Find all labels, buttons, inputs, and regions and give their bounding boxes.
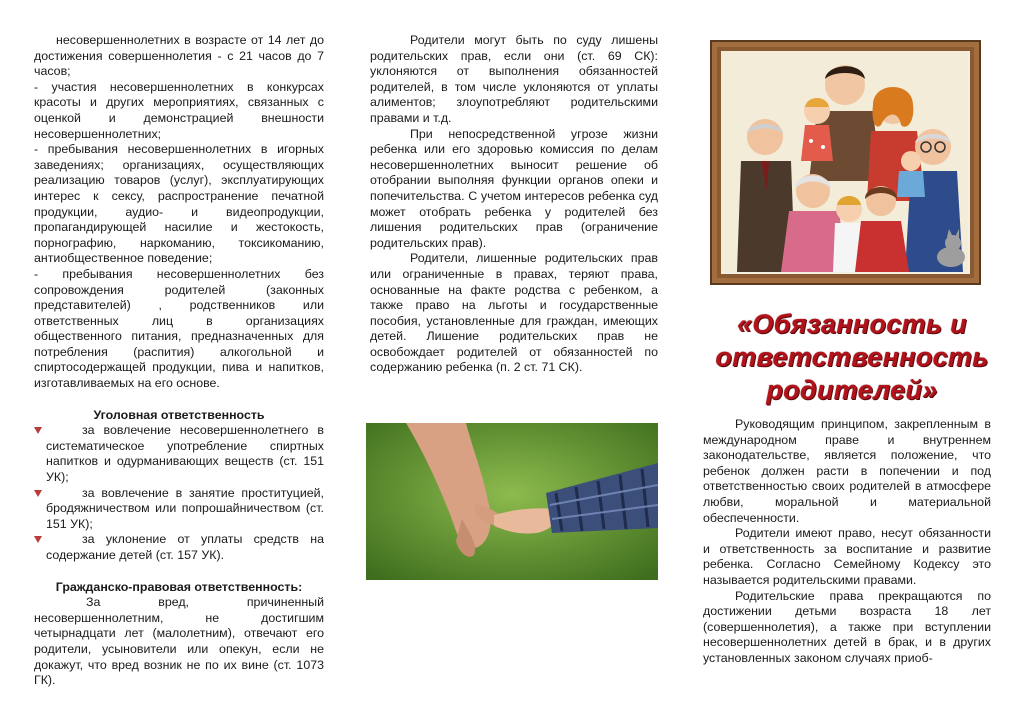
column-left bbox=[34, 33, 324, 689]
red-arrow-bullet-icon bbox=[34, 532, 46, 543]
red-arrow-bullet-icon bbox=[34, 486, 46, 497]
list-item bbox=[34, 423, 324, 485]
title-line: родителей» bbox=[766, 375, 938, 405]
family-illustration bbox=[721, 51, 970, 274]
family-picture-frame bbox=[710, 40, 981, 285]
column-right bbox=[703, 417, 991, 667]
list-item bbox=[34, 486, 324, 533]
hands-photo bbox=[366, 423, 658, 580]
paragraph: Родители имеют право, несут обязанности и ответственность за воспитание и развитие ребенка. Согласно Семейному Кодексу это называется родительскими правами. bbox=[703, 526, 991, 587]
paragraph: - пребывания несовершеннолетних в игорных заведениях; организациях, осуществляющих реализацию товаров (услуг), эксплуатирующих интерес к сексу, распространение печатной продукции, аудио- и видеопродукции, пропагандирующей насилие и жестокость, порнографию, наркоманию, токсикоманию, антиобщественное поведение; bbox=[34, 142, 324, 266]
criminal-heading: Уголовная ответственность bbox=[93, 407, 265, 422]
paragraph: Родители, лишенные родительских прав или ограниченные в правах, теряют права, основанные на факте родства с ребенком, а также право на льготы и государственные пособия, установленные для граждан, имеющих детей. Лишение родительских прав не освобождает родителей от обязанностей по содержанию ребенка (п. 2 ст. 71 СК). bbox=[370, 251, 658, 375]
list-item-text: за вовлечение несовершеннолетнего в систематическое употребление спиртных напитков и одурманивающих веществ (ст. 151 УК); bbox=[46, 423, 324, 485]
list-item-text: за вовлечение в занятие проституцией, бродяжничеством или попрошайничеством (ст. 151 УК); bbox=[46, 485, 324, 531]
column-middle bbox=[370, 33, 658, 376]
brochure-title bbox=[693, 308, 1011, 407]
hands-illustration bbox=[366, 423, 658, 580]
list-item-text: за уклонение от уплаты средств на содержание детей (ст. 157 УК). bbox=[46, 532, 324, 562]
paragraph: За вред, причиненный несовершеннолетним, не достигшим четырнадцати лет (малолетним), отвечают его родители, усыновители или опекун, если не докажут, что вред возник не по их вине (ст. 1073 ГК). bbox=[34, 595, 324, 688]
paragraph: - пребывания несовершеннолетних без сопровождения родителей (законных представителей) , родственников или ответственных лиц в организациях общественного питания, предназначенных для потребления (распития) алкогольной и спиртосодержащей продукции, пива и напитков, изготавливаемых на его основе. bbox=[34, 266, 324, 391]
paragraph: несовершеннолетних в возрасте от 14 лет до достижения совершеннолетия - с 21 часов до 7 часов; bbox=[34, 33, 324, 79]
civil-heading: Гражданско-правовая ответственность: bbox=[55, 579, 303, 594]
red-arrow-bullet-icon bbox=[34, 423, 46, 434]
title-line: «Обязанность и bbox=[737, 309, 967, 339]
paragraph: Родительские права прекращаются по достижении детьми возраста 18 лет (совершеннолетия), а также при вступлении несовершеннолетних детей в брак, и в других установленных законом случаях приоб- bbox=[703, 588, 991, 665]
paragraph: Руководящим принципом, закрепленным в международном праве и внутреннем законодательстве, является положение, что ребенок должен расти в попечении и под ответственностью своих родителей в атмосфере любви, моральной и материальной обеспеченности. bbox=[703, 417, 991, 525]
paragraph: - участия несовершеннолетних в конкурсах красоты и других мероприятиях, связанных с оценкой и демонстрацией внешности несовершеннолетних; bbox=[34, 79, 324, 141]
title-line: ответственность bbox=[715, 342, 989, 372]
paragraph: Родители могут быть по суду лишены родительских прав, если они (ст. 69 СК): уклоняются от выполнения обязанностей родителей, в том числе уклоняются от уплаты алиментов; злоупотребляют родительскими правами и т.д. bbox=[370, 33, 658, 125]
paragraph: При непосредственной угрозе жизни ребенка или его здоровью комиссия по делам несовершеннолетних выносит решение об отобрании выполняя функции органов опеки и попечительства. С учетом интересов ребенка суд может отобрать ребенка у родителей без лишения родительских прав (ограничение родительских прав). bbox=[370, 126, 658, 250]
list-item bbox=[34, 532, 324, 563]
